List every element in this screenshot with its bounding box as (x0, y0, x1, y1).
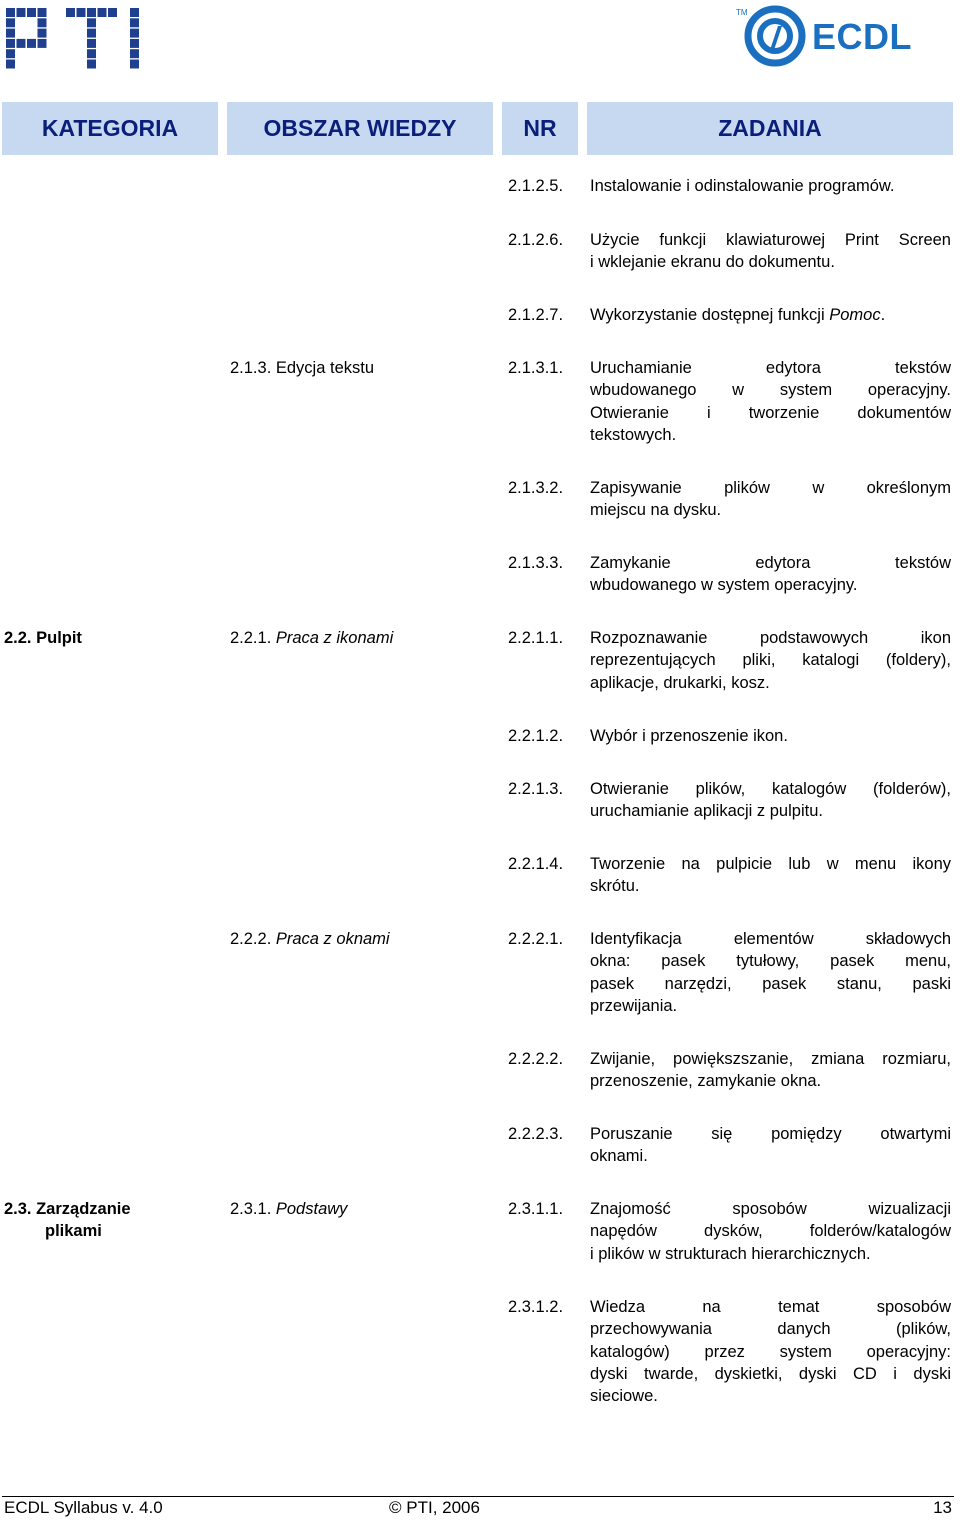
task-description (590, 1296, 951, 1407)
category-cell (4, 1198, 194, 1243)
task-number: 2.3.1.1. (508, 1200, 564, 1218)
task-line: okna: pasek tytułowy, pasek menu, (590, 952, 951, 971)
task-number: 2.2.2.3. (508, 1125, 564, 1143)
task-description (590, 304, 951, 326)
task-number: 2.1.2.6. (508, 231, 564, 249)
task-description (590, 778, 951, 823)
header-zadania: ZADANIA (587, 102, 953, 155)
task-line: Użycie funkcji klawiaturowej Print Screen (590, 231, 951, 249)
knowledge-area-cell: 2.2.1. Praca z ikonami (230, 629, 394, 647)
category-cell: 2.2. Pulpit (4, 629, 82, 647)
knowledge-area-cell: 2.2.2. Praca z oknami (230, 930, 390, 948)
task-number: 2.2.1.3. (508, 780, 564, 798)
task-line: dyski twarde, dyskietki, dyski CD i dyski (590, 1364, 951, 1383)
task-line: przenoszenie, zamykanie okna. (590, 1072, 822, 1091)
task-line: reprezentujących pliki, katalogi (foldery), (590, 651, 951, 670)
task-line: Wykorzystanie dostępnej funkcji Pomoc. (590, 306, 886, 324)
ecdl-logo-text: ECDL (812, 16, 912, 57)
task-line: przechowywania danych (plików, (590, 1320, 951, 1339)
task-number: 2.1.3.3. (508, 554, 564, 572)
ecdl-logo (732, 2, 932, 68)
task-description (590, 477, 951, 522)
task-description (590, 357, 951, 446)
footer-copyright: © PTI, 2006 (389, 1498, 480, 1517)
task-description (590, 928, 951, 1017)
category-line: plikami (45, 1222, 102, 1241)
task-line: napędów dysków, folderów/katalogów (590, 1222, 951, 1241)
task-description (590, 552, 951, 597)
task-description (590, 229, 951, 274)
task-description (590, 1198, 951, 1265)
task-number: 2.1.3.2. (508, 479, 564, 497)
task-number: 2.1.2.7. (508, 306, 564, 324)
pti-logo (6, 8, 172, 70)
task-line: Instalowanie i odinstalowanie programów. (590, 177, 895, 195)
header-kategoria: KATEGORIA (2, 102, 218, 155)
knowledge-area-cell: 2.3.1. Podstawy (230, 1200, 348, 1218)
task-line: Wybór i przenoszenie ikon. (590, 727, 788, 745)
task-description (590, 853, 951, 898)
task-line: Poruszanie się pomiędzy otwartymi (590, 1125, 951, 1143)
category-line: 2.3. Zarządzanie (4, 1200, 131, 1218)
footer-syllabus-version: ECDL Syllabus v. 4.0 (4, 1498, 163, 1517)
footer-divider (2, 1496, 954, 1497)
task-line: Zapisywanie plików w określonym (590, 479, 951, 497)
task-line: Uruchamianie edytora tekstów (590, 359, 951, 377)
task-line: uruchamianie aplikacji z pulpitu. (590, 802, 823, 821)
task-line: Identyfikacja elementów składowych (590, 930, 951, 948)
task-line: Otwieranie i tworzenie dokumentów (590, 403, 951, 422)
task-line: katalogów) przez system operacyjny: (590, 1342, 951, 1361)
task-line: Wiedza na temat sposobów (590, 1298, 951, 1316)
task-number: 2.1.2.5. (508, 177, 564, 195)
task-line: skrótu. (590, 877, 640, 896)
task-line: Znajomość sposobów wizualizacji (590, 1200, 951, 1218)
task-line: wbudowanego w system operacyjny. (590, 576, 858, 595)
task-description (590, 725, 951, 747)
task-number: 2.2.1.2. (508, 727, 564, 745)
trademark-label: TM (736, 8, 748, 17)
task-line: tekstowych. (590, 425, 677, 444)
task-number: 2.2.2.2. (508, 1050, 564, 1068)
task-line: Otwieranie plików, katalogów (folderów), (590, 780, 951, 798)
task-line: przewijania. (590, 996, 678, 1015)
knowledge-area-cell: 2.1.3. Edycja tekstu (230, 359, 375, 377)
task-line: i wklejanie ekranu do dokumentu. (590, 253, 835, 272)
task-line: sieciowe. (590, 1387, 658, 1406)
task-description (590, 627, 951, 694)
task-number: 2.2.2.1. (508, 930, 564, 948)
header-obszar-wiedzy: OBSZAR WIEDZY (227, 102, 493, 155)
task-line: miejscu na dysku. (590, 501, 722, 520)
task-description (590, 1123, 951, 1168)
header-nr: NR (502, 102, 578, 155)
task-number: 2.2.1.4. (508, 855, 564, 873)
task-number: 2.2.1.1. (508, 629, 564, 647)
task-line: i plików w strukturach hierarchicznych. (590, 1244, 871, 1263)
task-line: Rozpoznawanie podstawowych ikon (590, 629, 951, 647)
task-line: oknami. (590, 1147, 648, 1166)
task-line: Tworzenie na pulpicie lub w menu ikony (590, 855, 951, 873)
task-line: wbudowanego w system operacyjny. (590, 381, 951, 400)
task-number: 2.1.3.1. (508, 359, 564, 377)
task-line: Zamykanie edytora tekstów (590, 554, 951, 572)
task-description (590, 1048, 951, 1093)
task-line: pasek narzędzi, pasek stanu, paski (590, 974, 951, 993)
footer-page-number: 13 (933, 1498, 952, 1517)
task-description (590, 175, 951, 197)
task-line: Zwijanie, powiększszanie, zmiana rozmiaru, (590, 1050, 951, 1068)
task-line: aplikacje, drukarki, kosz. (590, 673, 770, 692)
task-number: 2.3.1.2. (508, 1298, 564, 1316)
